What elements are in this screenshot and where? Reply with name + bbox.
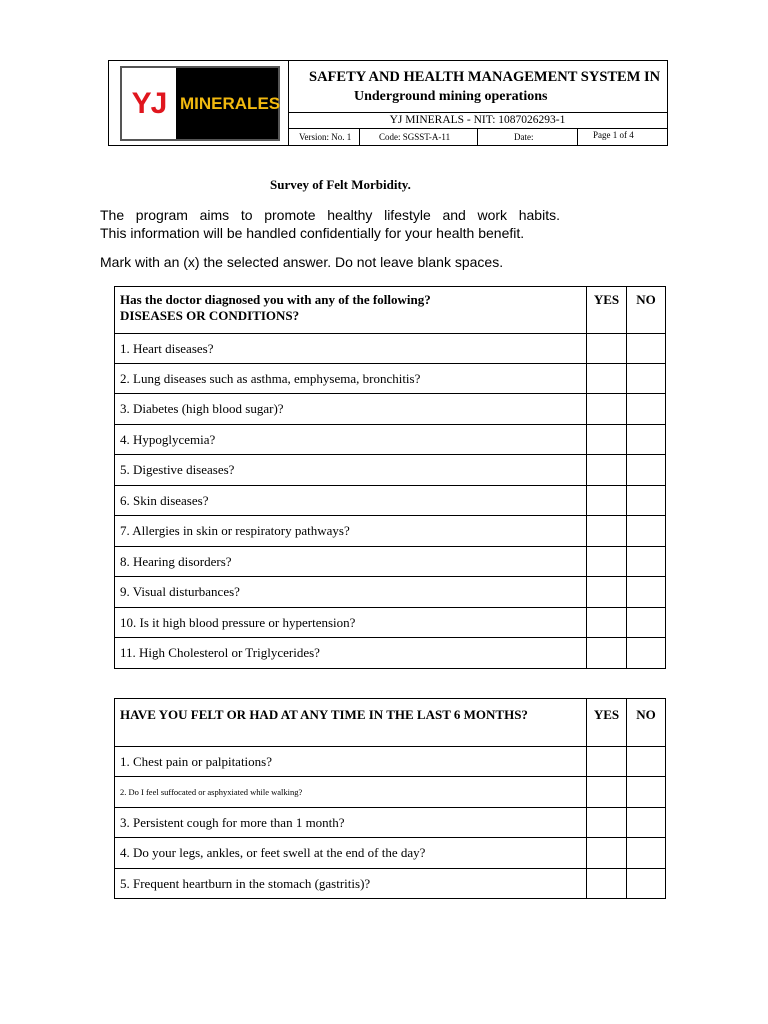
table-row: [115, 364, 666, 394]
yes-answer-cell[interactable]: [587, 838, 627, 869]
table-row: [115, 808, 666, 838]
table-row: [115, 547, 666, 577]
question-cell: 4. Hypoglycemia?: [115, 425, 587, 455]
question-cell: 2. Do I feel suffocated or asphyxiated while walking?: [115, 777, 587, 808]
yes-answer-cell[interactable]: [587, 747, 627, 777]
no-answer-cell[interactable]: [627, 838, 666, 869]
question-cell: 5. Frequent heartburn in the stomach (gastritis)?: [115, 869, 587, 899]
table-row: [115, 425, 666, 455]
page-number: Page 1 of 4: [593, 130, 634, 140]
question-cell: 1. Chest pain or palpitations?: [115, 747, 587, 777]
header-cell-divider: [577, 129, 578, 145]
table-row: [115, 608, 666, 638]
question-cell: 7. Allergies in skin or respiratory pathways?: [115, 516, 587, 547]
yes-answer-cell[interactable]: [587, 869, 627, 899]
yes-answer-cell[interactable]: [587, 516, 627, 547]
document-subtitle: Underground mining operations: [354, 89, 548, 104]
question-line: Has the doctor diagnosed you with any of the following?: [120, 292, 431, 307]
header-cell-divider: [477, 129, 478, 145]
no-answer-cell[interactable]: [627, 608, 666, 638]
intro-line: This information will be handled confidentially for your health benefit.: [100, 225, 525, 241]
question-cell: 6. Skin diseases?: [115, 486, 587, 516]
company-nit: YJ MINERALS - NIT: 1087026293-1: [389, 114, 566, 126]
company-logo: [120, 66, 280, 141]
yes-answer-cell[interactable]: [587, 334, 627, 364]
question-cell: 9. Visual disturbances?: [115, 577, 587, 608]
yes-answer-cell[interactable]: [587, 394, 627, 425]
yes-answer-cell[interactable]: [587, 638, 627, 669]
yes-answer-cell[interactable]: [587, 486, 627, 516]
intro-text: [100, 206, 560, 242]
logo-cell: [109, 61, 289, 145]
question-cell: 3. Persistent cough for more than 1 month?: [115, 808, 587, 838]
survey-title: Survey of Felt Morbidity.: [270, 177, 411, 192]
table-header-row: [115, 699, 666, 747]
no-answer-cell[interactable]: [627, 425, 666, 455]
question-cell: 8. Hearing disorders?: [115, 547, 587, 577]
table-row: [115, 334, 666, 364]
no-answer-cell[interactable]: [627, 334, 666, 364]
no-answer-cell[interactable]: [627, 516, 666, 547]
document-header: [108, 60, 668, 146]
question-cell: 2. Lung diseases such as asthma, emphysema, bronchitis?: [115, 364, 587, 394]
table-row: [115, 394, 666, 425]
question-cell: 3. Diabetes (high blood sugar)?: [115, 394, 587, 425]
yes-answer-cell[interactable]: [587, 777, 627, 808]
table-row: [115, 777, 666, 808]
no-answer-cell[interactable]: [627, 486, 666, 516]
logo-minerales-text: MINERALES: [180, 94, 281, 113]
question-line: DISEASES OR CONDITIONS?: [120, 308, 300, 323]
no-column-header: NO: [627, 287, 666, 334]
version-label: Version: No. 1: [299, 132, 352, 142]
table-row: [115, 747, 666, 777]
header-cell-divider: [359, 129, 360, 145]
table-question-header: [115, 287, 587, 334]
yes-answer-cell[interactable]: [587, 455, 627, 486]
yes-column-header: YES: [587, 699, 627, 747]
yes-answer-cell[interactable]: [587, 547, 627, 577]
yes-answer-cell[interactable]: [587, 425, 627, 455]
instruction-text: Mark with an (x) the selected answer. Do not leave blank spaces.: [100, 254, 504, 270]
table-row: [115, 486, 666, 516]
document-title: SAFETY AND HEALTH MANAGEMENT SYSTEM IN: [309, 69, 661, 85]
table-row: [115, 838, 666, 869]
no-answer-cell[interactable]: [627, 808, 666, 838]
no-answer-cell[interactable]: [627, 364, 666, 394]
date-label: Date:: [514, 132, 534, 142]
table-row: [115, 638, 666, 669]
yes-answer-cell[interactable]: [587, 577, 627, 608]
table-question-header: HAVE YOU FELT OR HAD AT ANY TIME IN THE LAST 6 MONTHS?: [115, 699, 587, 747]
table-row: [115, 577, 666, 608]
yes-answer-cell[interactable]: [587, 608, 627, 638]
no-column-header: NO: [627, 699, 666, 747]
intro-line: The program aims to promote healthy lifestyle and work habits.: [100, 207, 560, 223]
no-answer-cell[interactable]: [627, 777, 666, 808]
no-answer-cell[interactable]: [627, 394, 666, 425]
no-answer-cell[interactable]: [627, 455, 666, 486]
logo-yj-text: YJ: [122, 68, 176, 139]
question-cell: 10. Is it high blood pressure or hypertension?: [115, 608, 587, 638]
no-answer-cell[interactable]: [627, 638, 666, 669]
question-cell: 11. High Cholesterol or Triglycerides?: [115, 638, 587, 669]
yes-answer-cell[interactable]: [587, 808, 627, 838]
symptoms-table: [114, 698, 666, 899]
table-row: [115, 455, 666, 486]
table-header-row: [115, 287, 666, 334]
code-label: Code: SGSST-A-11: [379, 132, 451, 142]
no-answer-cell[interactable]: [627, 547, 666, 577]
yes-answer-cell[interactable]: [587, 364, 627, 394]
question-cell: 4. Do your legs, ankles, or feet swell at the end of the day?: [115, 838, 587, 869]
no-answer-cell[interactable]: [627, 869, 666, 899]
diseases-table: [114, 286, 666, 669]
no-answer-cell[interactable]: [627, 747, 666, 777]
table-row: [115, 516, 666, 547]
no-answer-cell[interactable]: [627, 577, 666, 608]
table-row: [115, 869, 666, 899]
question-cell: 5. Digestive diseases?: [115, 455, 587, 486]
yes-column-header: YES: [587, 287, 627, 334]
question-cell: 1. Heart diseases?: [115, 334, 587, 364]
